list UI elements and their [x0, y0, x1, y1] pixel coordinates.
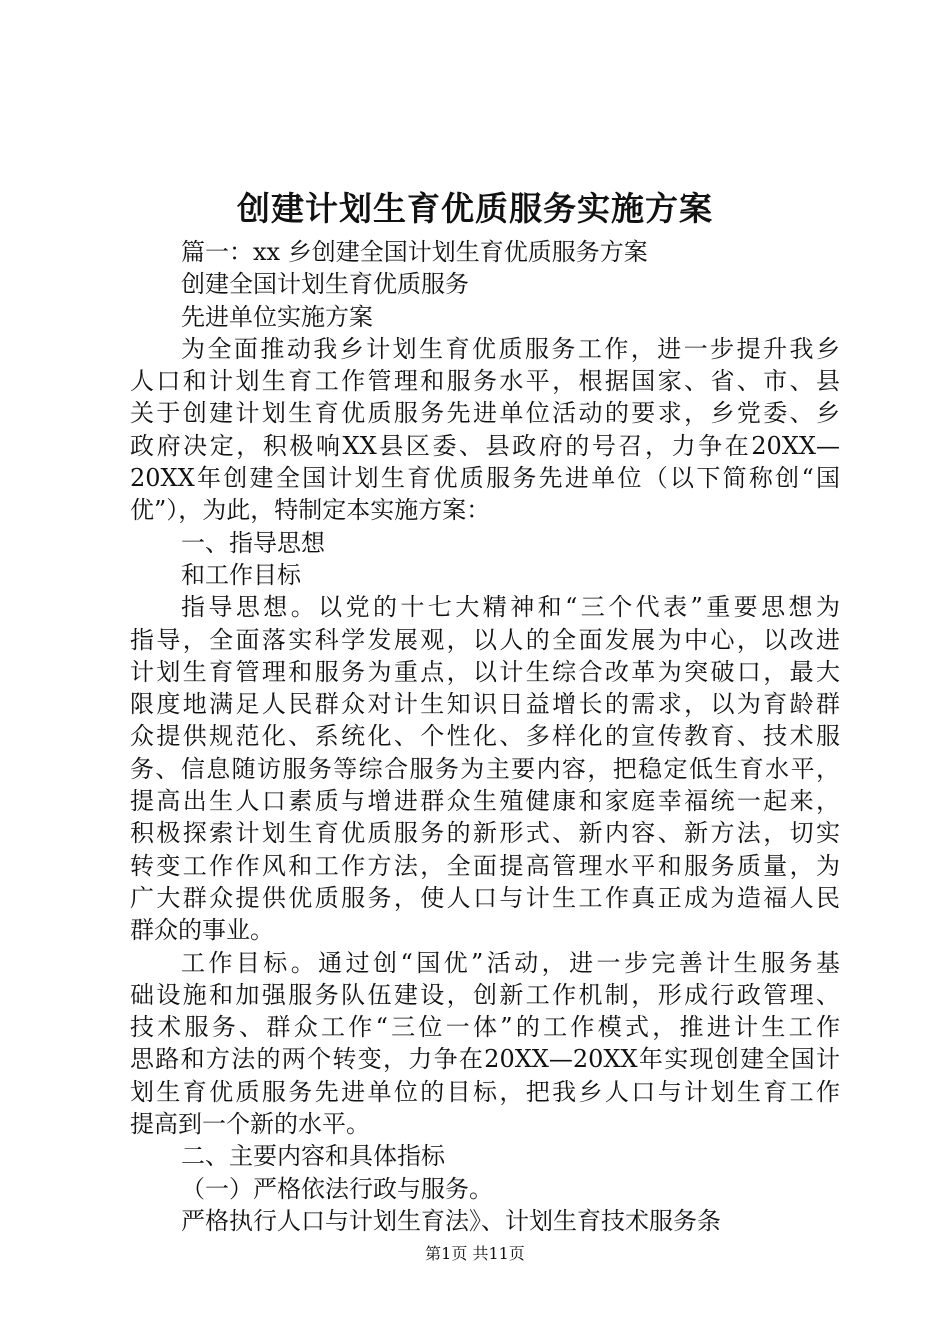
text-line: 础设施和加强服务队伍建设，创新工作机制，形成行政管理、 [130, 980, 840, 1009]
text-line: （一）严格依法行政与服务。 [181, 1174, 493, 1203]
text-line: 严格执行人口与计划生育法》、计划生育技术服务条 [181, 1206, 721, 1235]
text-line: 计划生育管理和服务为重点，以计生综合改革为突破口，最大 [130, 657, 840, 686]
text-line: 工作目标。通过创“国优”活动，进一步完善计生服务基 [181, 948, 840, 977]
text-line: 政府决定，积极响XX县区委、县政府的号召，力争在20XX— [130, 431, 840, 460]
text-line: 技术服务、群众工作“三位一体”的工作模式，推进计生工作 [130, 1013, 840, 1042]
text-line: 先进单位实施方案 [181, 302, 373, 331]
text-line: 群众的事业。 [130, 916, 274, 945]
text-line: 划生育优质服务先进单位的目标，把我乡人口与计划生育工作 [130, 1077, 840, 1106]
text-line: 20XX年创建全国计划生育优质服务先进单位（以下简称创“国 [130, 464, 840, 493]
text-line: 提高出生人口素质与增进群众生殖健康和家庭幸福统一起来， [130, 787, 840, 816]
text-line: 务、信息随访服务等综合服务为主要内容，把稳定低生育水平， [130, 754, 840, 783]
text-line: 为全面推动我乡计划生育优质服务工作，进一步提升我乡 [181, 334, 840, 363]
text-line: 一、指导思想 [181, 528, 325, 557]
text-line: 指导思想。以党的十七大精神和“三个代表”重要思想为 [181, 593, 840, 622]
document-title: 创建计划生育优质服务实施方案 [237, 189, 713, 228]
text-line: 创建全国计划生育优质服务 [181, 270, 469, 299]
text-line: 二、主要内容和具体指标 [181, 1142, 445, 1171]
text-line: 提高到一个新的水平。 [130, 1110, 370, 1139]
text-line: 转变工作作风和工作方法，全面提高管理水平和服务质量，为 [130, 851, 840, 880]
page-footer: 第1页 共11页 [425, 1244, 525, 1263]
text-line: 众提供规范化、系统化、个性化、多样化的宣传教育、技术服 [130, 722, 840, 751]
text-line: 广大群众提供优质服务，使人口与计生工作真正成为造福人民 [130, 883, 840, 912]
text-line: 和工作目标 [181, 560, 301, 589]
text-line: 篇一：xx 乡创建全国计划生育优质服务方案 [181, 238, 648, 266]
document-body [130, 236, 840, 1237]
text-line: 人口和计划生育工作管理和服务水平，根据国家、省、市、县 [130, 367, 840, 396]
text-line: 指导，全面落实科学发展观，以人的全面发展为中心，以改进 [130, 625, 840, 654]
text-line: 积极探索计划生育优质服务的新形式、新内容、新方法，切实 [130, 819, 840, 848]
text-line: 优”），为此，特制定本实施方案： [130, 496, 491, 525]
text-line: 限度地满足人民群众对计生知识日益增长的需求，以为育龄群 [130, 690, 840, 719]
text-line: 关于创建计划生育优质服务先进单位活动的要求，乡党委、乡 [130, 399, 840, 428]
text-line: 思路和方法的两个转变，力争在20XX—20XX年实现创建全国计 [130, 1045, 840, 1074]
